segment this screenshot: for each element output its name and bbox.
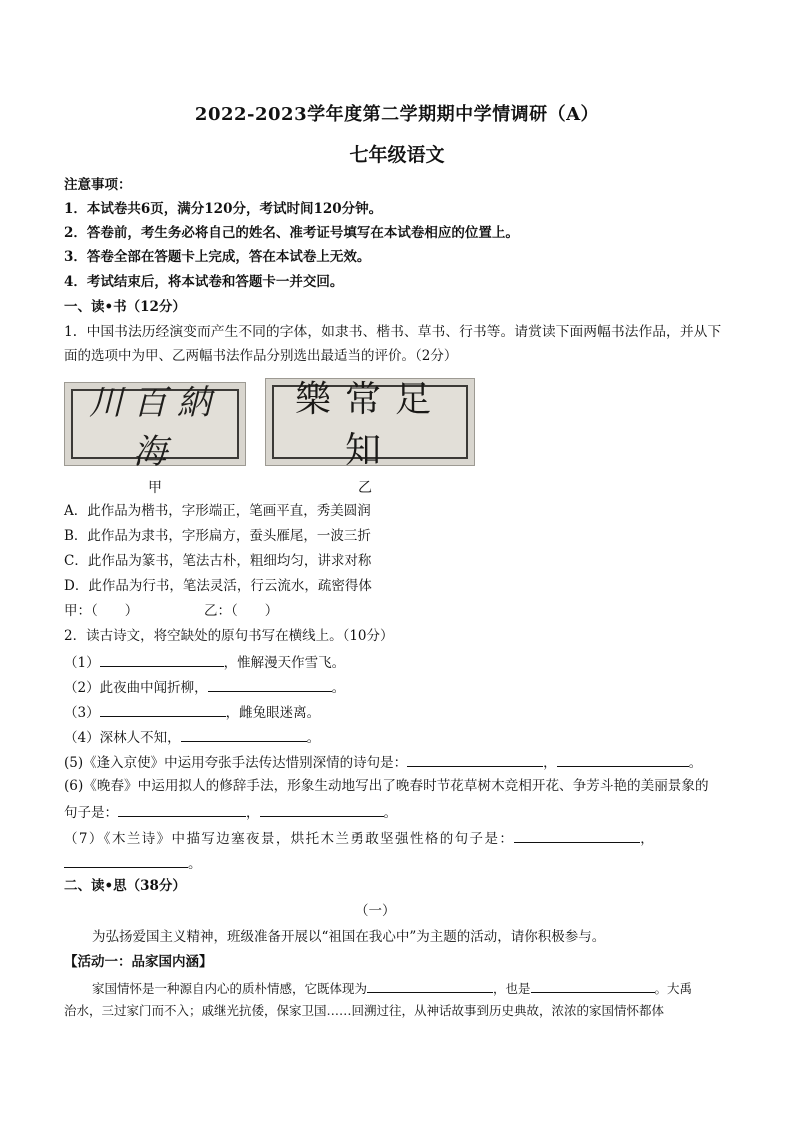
q2-item-1	[64, 652, 345, 672]
q2-item-7-line2	[64, 853, 202, 873]
notes-heading: 注意事项：	[64, 177, 132, 193]
calligraphy-image-jia	[64, 382, 246, 472]
section1-heading: 一、读•书（12分）	[64, 299, 186, 315]
answer-blank[interactable]	[208, 677, 332, 692]
option-d: D．此作品为行书，笔法灵活，行云流水，疏密得体	[64, 578, 372, 594]
answer-jia: 甲：（ ）	[64, 603, 139, 619]
calligraphy-frame-jia	[71, 383, 239, 472]
q2-item-2	[64, 677, 345, 697]
answer-yi: 乙：（ ）	[204, 603, 279, 619]
caption-jia: 甲	[148, 480, 162, 496]
q2-item-2-text: （2）此夜曲中闻折柳，	[64, 680, 208, 696]
answer-blank[interactable]	[100, 702, 226, 717]
q2-heading: 2．读古诗文，将空缺处的原句书写在横线上。（10分）	[64, 628, 394, 644]
q2-item-4-text: （4）深林人不知，	[64, 730, 181, 746]
answer-blank[interactable]	[118, 802, 246, 817]
option-a: A．此作品为楷书，字形端正，笔画平直，秀美圆润	[64, 503, 371, 519]
answer-blank[interactable]	[260, 802, 384, 817]
q1-text-line2: 面的选项中为甲、乙两幅书法作品分别选出最适当的评价。（2分）	[64, 348, 458, 364]
para-line1-text: 家国情怀是一种源自内心的质朴情感，它既体现为	[92, 981, 368, 996]
option-c: C．此作品为篆书，笔法古朴，粗细均匀，讲求对称	[64, 553, 372, 569]
q2-item-7-text: （7）《木兰诗》中描写边塞夜景，烘托木兰勇敢坚强性格的句子是：	[64, 831, 515, 847]
q2-item-6-text: 句子是：	[64, 805, 118, 821]
q2-item-2-end: 。	[331, 680, 346, 696]
option-b: B．此作品为隶书，字形扁方，蚕头雁尾，一波三折	[64, 528, 371, 544]
answer-blank[interactable]	[181, 727, 307, 742]
q2-item-1-label: （1）	[64, 655, 100, 671]
q2-item-5	[64, 752, 702, 772]
exam-subtitle: 七年级语文	[349, 144, 445, 166]
q2-item-5-end: 。	[688, 755, 703, 771]
answer-blank[interactable]	[64, 853, 188, 868]
q2-item-1-text: ，惟解漫天作雪飞。	[223, 655, 346, 671]
q2-item-5-mid: ，	[543, 755, 557, 771]
calligraphy-text-jia: 川百納海	[89, 383, 221, 472]
para-line1-mid: ，也是	[493, 981, 531, 996]
answer-blank[interactable]	[557, 752, 689, 767]
answer-blank[interactable]	[100, 652, 224, 667]
activity1-heading: 【活动一：品家国内涵】	[64, 954, 213, 970]
q2-item-7-line1	[64, 828, 655, 848]
activity1-para-line2: 治水，三过家门而不入；戚继光抗倭，保家卫国……回溯过往，从神话故事到历史典故，浓浓的家国情怀都体	[64, 1003, 665, 1018]
calligraphy-text-yi: 樂常足知	[294, 379, 445, 471]
q2-item-6-mid: ，	[246, 805, 260, 821]
q2-item-3-text: ，雌兔眼迷离。	[225, 705, 321, 721]
q2-item-6-line2	[64, 802, 397, 822]
q2-item-3-label: （3）	[64, 705, 100, 721]
q2-item-7-end: 。	[188, 856, 202, 872]
calligraphy-frame-yi	[272, 379, 468, 471]
note-item-2: 2．答卷前，考生务必将自己的姓名、准考证号填写在本试卷相应的位置上。	[64, 225, 519, 241]
para-line1-end: 。大禹	[654, 981, 693, 996]
q2-item-6-end: 。	[383, 805, 397, 821]
q2-item-7-mid: ，	[640, 831, 656, 847]
q2-item-6-line1: (6)《晚春》中运用拟人的修辞手法，形象生动地写出了晚春时节花草树木竞相开花、争芳斗艳的美丽景象的	[64, 778, 709, 794]
q1-text-line1: 1．中国书法历经演变而产生不同的字体，如隶书、楷书、草书、行书等。请赏读下面两幅书法作品，并从下	[64, 324, 722, 340]
answer-blank[interactable]	[531, 978, 655, 993]
q2-item-4	[64, 727, 320, 747]
answer-blank[interactable]	[407, 752, 543, 767]
note-item-3: 3．答卷全部在答题卡上完成，答在本试卷上无效。	[64, 249, 371, 265]
activity1-para-line1	[92, 978, 692, 998]
answer-blank[interactable]	[367, 978, 493, 993]
q2-item-4-end: 。	[306, 730, 321, 746]
note-item-4: 4．考试结束后，将本试卷和答题卡一并交回。	[64, 274, 344, 290]
section2-heading: 二、读•思（38分）	[64, 878, 186, 894]
caption-yi: 乙	[358, 480, 372, 496]
section2-intro: 为弘扬爱国主义精神，班级准备开展以“祖国在我心中”为主题的活动，请你积极参与。	[92, 929, 606, 945]
exam-title: 2022-2023学年度第二学期期中学情调研（A）	[194, 104, 600, 125]
q2-item-5-text: (5)《逢入京使》中运用夸张手法传达惜别深情的诗句是：	[64, 755, 408, 771]
q2-item-3	[64, 702, 320, 722]
answer-blank[interactable]	[514, 828, 640, 843]
calligraphy-image-yi	[265, 378, 475, 471]
section2-part-label: （一）	[355, 903, 396, 919]
note-item-1: 1．本试卷共6页，满分120分，考试时间120分钟。	[64, 201, 383, 217]
